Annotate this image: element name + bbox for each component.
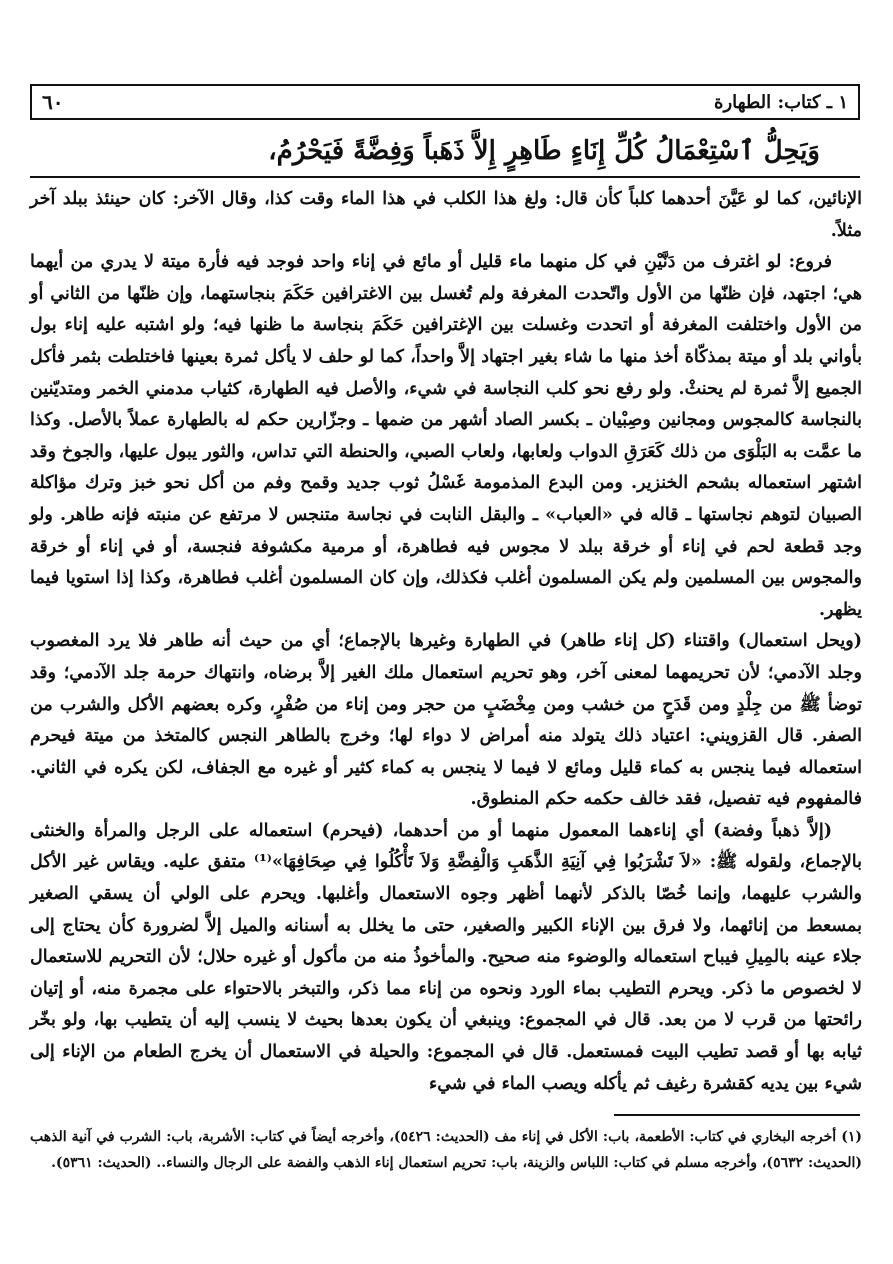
paragraph: (إلاَّ ذهباً وفضة) أي إناءهما المعمول منهما أو من أحدهما، (فيحرم) استعماله على الرجل والمرأة والخنثى بالإجماع، ولقوله ﷺ: «لاَ تَشْرَبُوا فِي آنِيَةِ الذَّهَبِ وَالْفِضَّةِ وَلاَ تَأْكُلُوا فِي صِحَافِهَا»⁽¹⁾ متفق عليه. ويقاس غير الأكل والشرب عليهما، وإنما خُصّا بالذكر لأنهما أظهر وجوه الاستعمال وأغلبها. ويحرم على الولي أن يسقي الصغير بمسعط من إنائهما، ولا فرق بين الإناء الكبير والصغير، حتى ما يخلل به أسنانه والميل إلاَّ لضرورة كأن يحتاج إلى جلاء عينه بالمِيلِ فيباح استعماله والوضوء منه صحيح. والمأخوذُ منه من مأكول أو غيره حلال؛ لأن التحريم للاستعمال لا لخصوص ما ذكر. ويحرم التطيب بماء الورد ونحوه من إناء مما ذكر، والتبخر بالاحتواء على مجمرة منه، أو إتيان رائحتها من قرب لا من بعد. قال في المجموع: وينبغي أن يكون بعدها بحيث لا ينسب إليه أن يتطيب بها، ولو بخّر ثيابه بها أو قصد تطيب البيت فمستعمل. قال في المجموع: والحيلة في الاستعمال أن يخرج الطعام من الإناء إلى شيء بين يديه كقشرة رغيف ثم يأكله ويصب الماء في شيء: [30, 820, 862, 1094]
paragraph: فروع: لو اغترف من دَنَّيْنِ في كل منهما ماء قليل أو مائع في إناء واحد فوجد فيه فأرة ميتة لا يدري من أيهما هي؛ اجتهد، فإن ظنّها من الأول واتّحدت المغرفة ولم تُغسل بين الاغترافين حَكَمَ بنجاستهما، وإن ظنّها من الثاني أو من الأول واختلفت المغرفة أو اتحدت وغسلت بين الإغترافين حَكَمَ بنجاسة ما ظنها فيه؛ ولو اشتبه عليه إناء بول بأواني بلد أو ميتة بمذكّاة أخذ منها ما شاء بغير اجتهاد إلاَّ واحداً، كما لو حلف لا يأكل ثمرة بعينها فاختلطت بثمر فأكل الجميع إلاَّ ثمرة لم يحنثْ. ولو رفع نحو كلب النجاسة في شيء، والأصل فيه الطهارة، كثياب مدمني الخمر ومتديّنين بالنجاسة كالمجوس ومجانين وصِبْيان ـ بكسر الصاد أشهر من ضمها ـ وجزّارين حكم له بالطهارة عملاً بالأصل. وكذا ما عمَّت به البَلْوَى من ذلك كَعَرَقِ الدواب ولعابها، ولعاب الصبي، والحنطة التي تداس، والثور يبول عليها، والجوخ وقد اشتهر استعماله بشحم الخنزير. ومن البدع المذمومة غَسْلُ ثوب جديد وقمح وفم من أكل نحو خبز وترك مؤاكلة الصبيان لتوهم نجاستها ـ قاله في «العباب» ـ والبقل النابت في نجاسة متنجس لا مرتفع عن منبته فإنه طاهر. ولو وجد قطعة لحم في إناء أو خرقة ببلد لا مجوس فيه فطاهرة، أو مرمية مكشوفة فنجسة، أو في إناء أو خرقة والمجوس بين المسلمين ولم يكن المسلمون أغلب فكذلك، وإن كان المسلمون أغلب فطاهرة، وكذا إذا استويا فيما يظهر.: [30, 252, 862, 620]
paragraph: (ويحل استعمال) واقتناء (كل إناء طاهر) في الطهارة وغيرها بالإجماع؛ أي من حيث أنه طاهر فلا يرد المغصوب وجلد الآدمي؛ لأن تحريمهما لمعنى آخر، وهو تحريم استعمال ملك الغير إلاَّ برضاه، وانتهاك حرمة جلد الآدمي؛ وقد توضأ ﷺ من جِلْدٍ ومن قَدَحٍ من خشب ومن مِخْضَبٍ من حجر ومن إناء من صُفْرٍ، وكره بعضهم الأكل والشرب من الصفر. قال القزويني: اعتياد ذلك يتولد منه أمراض لا دواء لها؛ وخرج بالطاهر النجس كالمتخذ من ميتة فيحرم استعماله فيما ينجس به كماء قليل ومائع لا فيما لا ينجس به كماء كثير أو غيره مع الجفاف، لكن يكره في الثاني. فالمفهوم فيه تفصيل، فقد خالف حكمه حكم المنطوق.: [30, 631, 862, 810]
paragraph: الإنائين، كما لو عَيَّنَ أحدهما كلباً كأن قال: ولغ هذا الكلب في هذا الماء وقت كذا، وقال الآخر: كان حينئذ ببلد آخر مثلاً.: [30, 189, 862, 241]
page-number: ٦٠: [42, 90, 64, 114]
matn-divider: [30, 176, 860, 178]
footnotes: [30, 1124, 862, 1176]
footnote: (١) أخرجه البخاري في كتاب: الأطعمة، باب: الأكل في إناء مف (الحديث: ٥٤٢٦)، وأخرجه أيضاً في كتاب: الأشربة، باب: الشرب في آنية الذهب (الحديث: ٥٦٣٢)، وأخرجه مسلم في كتاب: اللباس والزينة، باب: تحريم استعمال إناء الذهب والفضة على الرجال والنساء.. (الحديث: ٥٣٦١).: [30, 1129, 863, 1171]
footnote-divider: [614, 1114, 860, 1116]
running-header: [30, 84, 860, 120]
commentary-body: [30, 184, 862, 1100]
chapter-title: ١ ـ كتاب: الطهارة: [714, 91, 848, 113]
matn-text: وَيَحِلُّ ٱسْتِعْمَالُ كُلِّ إِنَاءٍ طَاهِرٍ إِلاَّ ذَهَباً وَفِضَّةً فَيَحْرُمُ،: [268, 136, 820, 166]
